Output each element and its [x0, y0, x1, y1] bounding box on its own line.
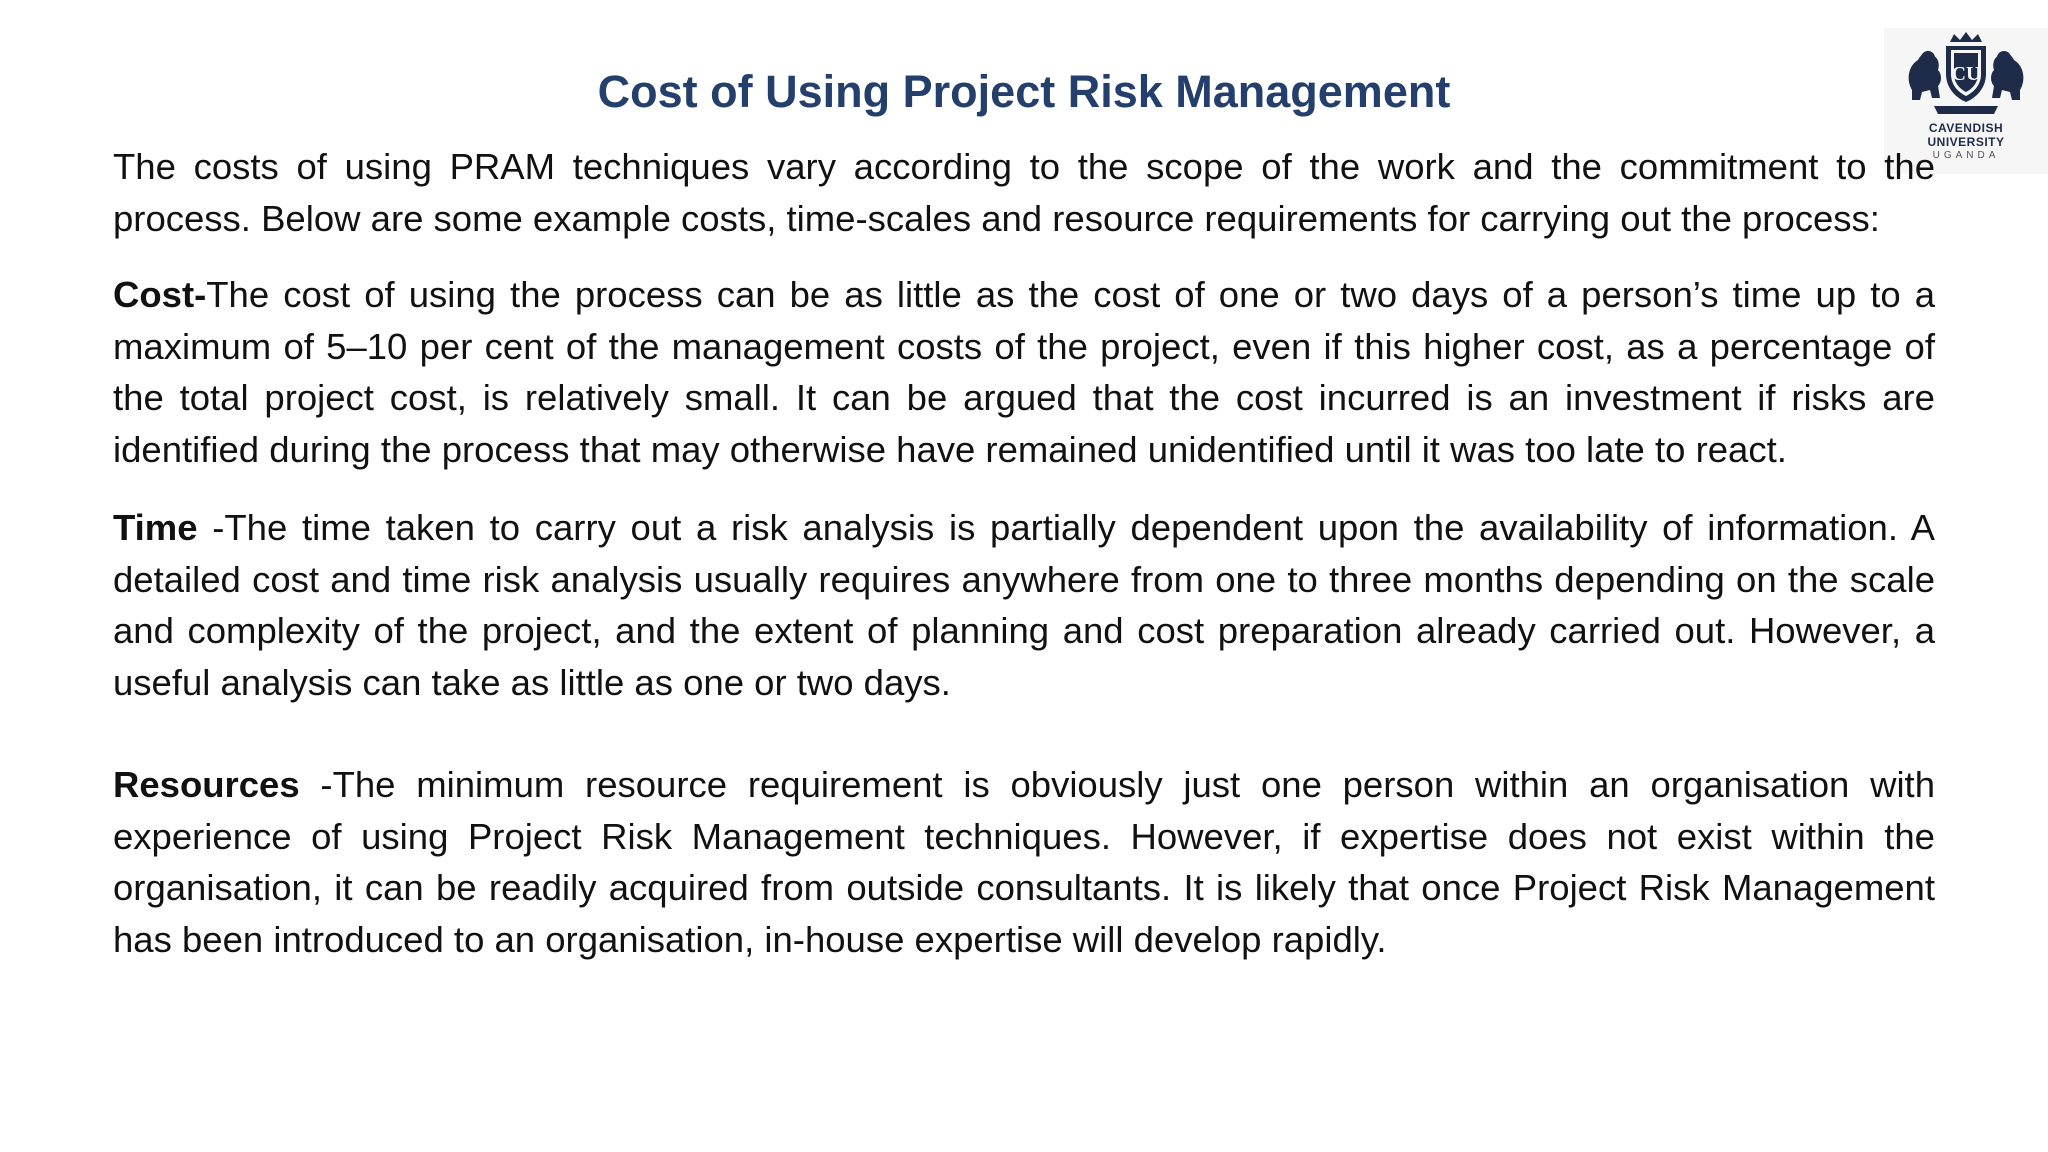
logo-name-line1: CAVENDISH [1928, 121, 2004, 135]
time-text: -The time taken to carry out a risk analysis is partially dependent upon the availability of information. A detailed cost and time risk analysis usually requires anywhere from one to three months depending on the scale and complexity of the project, and the extent of planning and cost preparation already carried out. However, a useful analysis can take as little as one or two days. [113, 507, 1935, 703]
cost-term: Cost- [113, 274, 207, 315]
logo-name-line2: UNIVERSITY [1927, 135, 2005, 149]
logo-country: UGANDA [1932, 150, 2000, 161]
cost-text: The cost of using the process can be as little as the cost of one or two days of a person’s time up to a maximum of 5–10 per cent of the management costs of the project, even if this higher cost, as a percentage of the total project cost, is relatively small. It can be argued that the cost incurred is an investment if risks are identified during the process that may otherwise have remained unidentified until it was too late to react. [113, 274, 1935, 470]
slide-body [113, 141, 1935, 965]
svg-text:CU: CU [1951, 63, 1981, 85]
slide-title: Cost of Using Project Risk Management [597, 66, 1451, 117]
cost-paragraph [113, 269, 1935, 475]
resources-paragraph [113, 759, 1935, 965]
time-paragraph [113, 502, 1935, 708]
time-term: Time [113, 507, 198, 548]
resources-text: -The minimum resource requirement is obviously just one person within an organisation with experience of using Project Risk Management techniques. However, if expertise does not exist within the organisation, it can be readily acquired from outside consultants. It is likely that once Project Risk Management has been introduced to an organisation, in-house expertise will develop rapidly. [113, 764, 1935, 960]
intro-paragraph: The costs of using PRAM techniques vary according to the scope of the work and the commitment to the process. Below are some example costs, time-scales and resource requirements for carrying out the process: [113, 146, 1935, 239]
resources-term: Resources [113, 764, 300, 805]
